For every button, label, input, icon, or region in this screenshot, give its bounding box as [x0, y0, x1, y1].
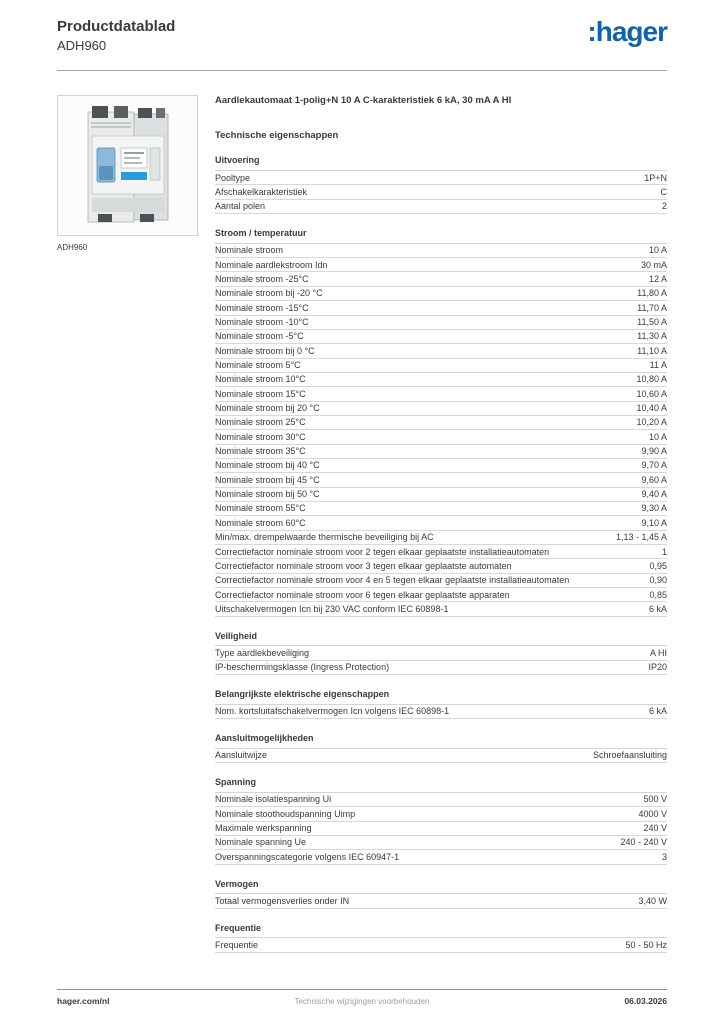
spec-value: Schroefaansluiting — [592, 750, 667, 761]
spec-section-title: Uitvoering — [215, 155, 667, 171]
spec-rows — [215, 646, 667, 675]
spec-value: 10,80 A — [636, 374, 667, 385]
spec-value: 3,40 W — [638, 895, 667, 906]
spec-value: 6 kA — [648, 706, 667, 717]
product-code: ADH960 — [57, 38, 107, 53]
spec-section — [215, 155, 667, 214]
spec-row — [215, 574, 667, 588]
spec-label: Nominale stroom 30°C — [215, 431, 306, 442]
spec-value: 0,90 — [649, 575, 667, 586]
spec-rows — [215, 705, 667, 719]
spec-label: Correctiefactor nominale stroom voor 3 tegen elkaar geplaatste automaten — [215, 560, 512, 571]
spec-label: Nominale stroom -15°C — [215, 302, 309, 313]
product-image-caption: ADH960 — [57, 243, 88, 252]
spec-section — [215, 689, 667, 719]
spec-label: Type aardlekbeveiliging — [215, 647, 310, 658]
spec-section-title: Stroom / temperatuur — [215, 228, 667, 244]
footer-disclaimer: Technische wijzigingen voorbehouden — [294, 997, 430, 1006]
spec-row — [215, 502, 667, 516]
spec-label: Min/max. drempelwaarde thermische beveiliging bij AC — [215, 532, 434, 543]
spec-rows — [215, 793, 667, 865]
footer — [57, 996, 667, 1006]
spec-row — [215, 200, 667, 214]
spec-label: Nominale stroom 10°C — [215, 374, 306, 385]
spec-row — [215, 416, 667, 430]
spec-label: Correctiefactor nominale stroom voor 2 tegen elkaar geplaatste installatieautomaten — [215, 546, 550, 557]
spec-row — [215, 807, 667, 821]
spec-row — [215, 545, 667, 559]
spec-row — [215, 459, 667, 473]
spec-value: 11,80 A — [637, 288, 667, 299]
spec-label: Uitschakelvermogen Icn bij 230 VAC conform IEC 60898-1 — [215, 603, 449, 614]
spec-label: Nominale stroom bij 20 °C — [215, 403, 320, 414]
spec-label: Nominale stroom 15°C — [215, 388, 306, 399]
spec-row — [215, 705, 667, 719]
spec-label: Nominale spanning Ue — [215, 837, 307, 848]
spec-rows — [215, 894, 667, 908]
spec-value: C — [660, 186, 667, 197]
spec-section-title: Veiligheid — [215, 631, 667, 647]
spec-value: 10,20 A — [636, 417, 667, 428]
spec-section-title: Frequentie — [215, 923, 667, 939]
spec-label: Nominale stroom -5°C — [215, 331, 304, 342]
spec-value: 11,50 A — [637, 317, 667, 328]
content-column — [215, 95, 667, 953]
spec-row — [215, 287, 667, 301]
spec-value: 240 - 240 V — [620, 837, 667, 848]
spec-row — [215, 473, 667, 487]
spec-label: Nominale stroom 60°C — [215, 517, 306, 528]
spec-row — [215, 185, 667, 199]
spec-value: 11 A — [649, 360, 667, 371]
spec-value: 240 V — [643, 823, 667, 834]
spec-section-title: Vermogen — [215, 879, 667, 895]
spec-row — [215, 531, 667, 545]
spec-label: Nominale stroom 55°C — [215, 503, 306, 514]
spec-label: Nominale stroom -25°C — [215, 273, 309, 284]
spec-row — [215, 488, 667, 502]
spec-label: Correctiefactor nominale stroom voor 4 en 5 tegen elkaar geplaatste installatieautomaten — [215, 575, 570, 586]
spec-label: Nominale stroom 35°C — [215, 446, 306, 457]
product-title: Aardlekautomaat 1-polig+N 10 A C-karakteristiek 6 kA, 30 mA A HI — [215, 95, 512, 106]
spec-row — [215, 344, 667, 358]
spec-row — [215, 373, 667, 387]
spec-row — [215, 516, 667, 530]
spec-value: 9,70 A — [641, 460, 667, 471]
circuit-breaker-illustration — [58, 96, 197, 235]
spec-row — [215, 387, 667, 401]
spec-section — [215, 631, 667, 675]
spec-row — [215, 445, 667, 459]
spec-label: Pooltype — [215, 172, 251, 183]
spec-value: 9,30 A — [641, 503, 667, 514]
spec-label: Nominale stroom bij 40 °C — [215, 460, 320, 471]
spec-row — [215, 244, 667, 258]
spec-section — [215, 777, 667, 864]
spec-value: 1,13 - 1,45 A — [615, 532, 667, 543]
spec-row — [215, 822, 667, 836]
spec-row — [215, 330, 667, 344]
spec-value: 0,95 — [649, 560, 667, 571]
spec-value: 11,10 A — [637, 345, 667, 356]
spec-section — [215, 879, 667, 909]
spec-sections — [215, 155, 667, 952]
spec-value: 500 V — [643, 794, 667, 805]
spec-label: Overspanningscategorie volgens IEC 60947-1 — [215, 851, 400, 862]
spec-row — [215, 402, 667, 416]
spec-label: Nominale stroom -10°C — [215, 317, 309, 328]
spec-section-title: Aansluitmogelijkheden — [215, 733, 667, 749]
footer-website: hager.com/nl — [57, 996, 110, 1006]
spec-row — [215, 749, 667, 763]
spec-value: 10,40 A — [636, 403, 667, 414]
spec-label: Frequentie — [215, 939, 259, 950]
spec-value: 9,40 A — [641, 489, 667, 500]
spec-row — [215, 836, 667, 850]
spec-label: Nominale stroom bij 45 °C — [215, 474, 320, 485]
footer-divider — [57, 989, 667, 990]
spec-value: 10 A — [648, 245, 667, 256]
spec-label: Nominale stroom 25°C — [215, 417, 306, 428]
footer-date: 06.03.2026 — [624, 996, 667, 1006]
spec-label: Nominale isolatiespanning Ui — [215, 794, 332, 805]
spec-value: 30 mA — [640, 259, 667, 270]
spec-value: 0,85 — [649, 589, 667, 600]
spec-row — [215, 430, 667, 444]
spec-row — [215, 602, 667, 616]
spec-row — [215, 850, 667, 864]
hager-logo: :hager — [587, 16, 667, 47]
spec-value: 10,60 A — [636, 388, 667, 399]
header-titles — [57, 18, 175, 53]
spec-value: 11,70 A — [637, 302, 667, 313]
spec-value: 9,10 A — [641, 517, 667, 528]
spec-value: 11,30 A — [637, 331, 667, 342]
spec-section-title: Belangrijkste elektrische eigenschappen — [215, 689, 667, 705]
spec-row — [215, 272, 667, 286]
header — [57, 18, 667, 53]
spec-row — [215, 559, 667, 573]
spec-label: Aantal polen — [215, 201, 266, 212]
spec-label: Afschakelkarakteristiek — [215, 186, 308, 197]
spec-label: Nominale stroom 5°C — [215, 360, 301, 371]
spec-value: 4000 V — [638, 808, 667, 819]
spec-row — [215, 588, 667, 602]
spec-value: 3 — [661, 851, 667, 862]
spec-label: Aansluitwijze — [215, 750, 268, 761]
spec-row — [215, 646, 667, 660]
spec-section — [215, 923, 667, 953]
spec-row — [215, 301, 667, 315]
spec-row — [215, 258, 667, 272]
spec-value: 9,90 A — [641, 446, 667, 457]
spec-section-title: Spanning — [215, 777, 667, 793]
spec-value: A HI — [649, 647, 667, 658]
spec-label: Correctiefactor nominale stroom voor 6 tegen elkaar geplaatste apparaten — [215, 589, 510, 600]
spec-value: 50 - 50 Hz — [625, 939, 667, 950]
spec-rows — [215, 244, 667, 617]
spec-label: Nominale stroom bij -20 °C — [215, 288, 323, 299]
tech-specs-heading: Technische eigenschappen — [215, 130, 339, 142]
spec-label: Nom. kortsluitafschakelvermogen Icn volgens IEC 60898-1 — [215, 706, 450, 717]
spec-label: Nominale aardlekstroom Idn — [215, 259, 328, 270]
spec-rows — [215, 171, 667, 214]
spec-row — [215, 359, 667, 373]
spec-label: Nominale stoothoudspanning Uimp — [215, 808, 356, 819]
spec-section — [215, 228, 667, 617]
spec-value: 9,60 A — [641, 474, 667, 485]
spec-value: 2 — [661, 201, 667, 212]
spec-row — [215, 793, 667, 807]
spec-value: 1 — [661, 546, 667, 557]
document-title: Productdatablad — [57, 18, 176, 35]
spec-label: Totaal vermogensverlies onder IN — [215, 895, 350, 906]
spec-value: 12 A — [648, 273, 667, 284]
spec-row — [215, 171, 667, 185]
spec-row — [215, 661, 667, 675]
spec-label: Maximale werkspanning — [215, 823, 312, 834]
spec-label: Nominale stroom — [215, 245, 284, 256]
product-image — [57, 95, 198, 236]
spec-label: Nominale stroom bij 0 °C — [215, 345, 315, 356]
spec-label: Nominale stroom bij 50 °C — [215, 489, 320, 500]
spec-section — [215, 733, 667, 763]
spec-rows — [215, 938, 667, 952]
spec-row — [215, 894, 667, 908]
spec-value: 6 kA — [648, 603, 667, 614]
spec-row — [215, 938, 667, 952]
header-divider — [57, 70, 667, 71]
spec-value: IP20 — [648, 662, 667, 673]
spec-label: IP-beschermingsklasse (Ingress Protection) — [215, 662, 390, 673]
spec-row — [215, 316, 667, 330]
spec-value: 10 A — [648, 431, 667, 442]
spec-rows — [215, 749, 667, 763]
spec-value: 1P+N — [644, 172, 667, 183]
